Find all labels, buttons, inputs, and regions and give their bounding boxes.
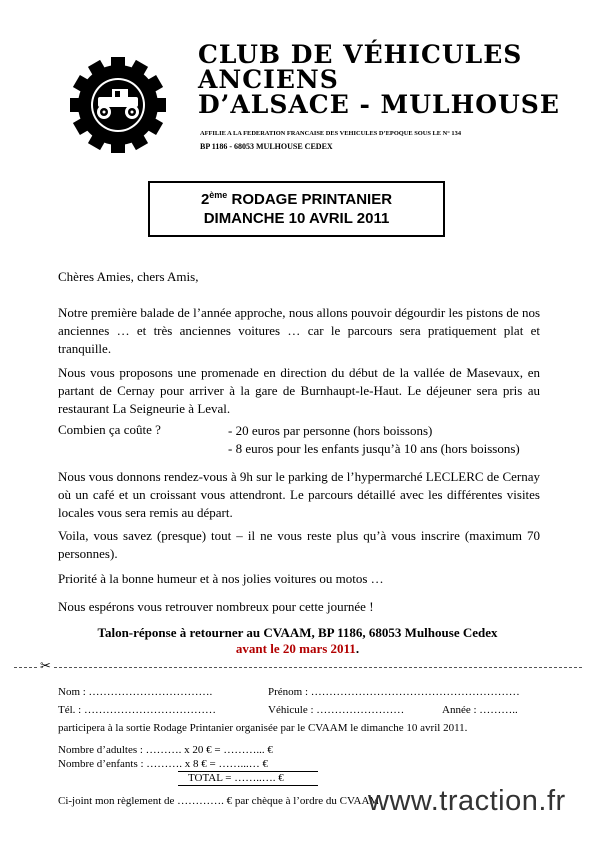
club-title-line-2: ANCIENS — [198, 65, 339, 94]
federation-line: AFFILIE A LA FEDERATION FRANCAISE DES VEHICULES D’EPOQUE SOUS LE N° 134 — [200, 130, 462, 137]
paragraph-2: Nous vous proposons une promenade en direction du début de la vallée de Masevaux, en partant de Cernay pour arriver à la gare de Burnhaupt-le-Haut. Le déjeuner sera pris au restaurant La Seigneurie à Leval. — [58, 365, 540, 416]
annee-field[interactable]: Année : ……….. — [442, 704, 518, 716]
cut-line — [14, 667, 582, 668]
price-label: Combien ça coûte ? — [58, 422, 161, 437]
event-title-box — [148, 181, 445, 237]
reglement-field[interactable]: Ci-joint mon règlement de …………. € par chèque à l’ordre du CVAAM — [58, 795, 380, 807]
tel-field[interactable]: Tél. : ……………………………… — [58, 704, 216, 716]
event-date: DIMANCHE 10 AVRIL 2011 — [203, 210, 390, 227]
paragraph-6: Nous espérons vous retrouver nombreux pour cette journée ! — [58, 599, 374, 614]
adultes-field[interactable]: Nombre d’adultes : ………. x 20 € = ………... € — [58, 744, 273, 756]
talon-deadline: avant le 20 mars 2011. — [235, 641, 360, 656]
total-rule-bottom — [178, 785, 318, 786]
club-logo-icon — [68, 55, 168, 155]
club-logo — [68, 55, 168, 155]
watermark-text: www.traction.fr — [368, 785, 566, 817]
ordinal-suffix: ème — [209, 190, 228, 200]
greeting: Chères Amies, chers Amis, — [58, 269, 199, 284]
price-adult: - 20 euros par personne (hors boissons) — [228, 423, 433, 438]
paragraph-1: Notre première balade de l’année approche, nous allons pouvoir dégourdir les pistons de nos anciennes … et très anciennes voitures … car le parcours sera pratiquement plat et tranquille. — [58, 305, 540, 356]
price-list — [228, 422, 520, 458]
nom-field[interactable]: Nom : ……………………………. — [58, 686, 213, 698]
vehicule-field[interactable]: Véhicule : …………………… — [268, 704, 405, 716]
club-title-line-3: D’ALSACE - MULHOUSE — [198, 90, 560, 119]
club-title-line-1: CLUB DE VÉHICULES — [198, 40, 523, 69]
event-name: 2ème RODAGE PRINTANIER — [200, 190, 393, 208]
total-field[interactable]: TOTAL = ……..…. € — [188, 772, 284, 784]
paragraph-3: Nous vous donnons rendez-vous à 9h sur le parking de l’hypermarché LECLERC de Cernay où un café et un croissant vous attendront. Le parcours détaillé avec les différentes visites locales vous sera remis au départ. — [58, 469, 540, 520]
paragraph-5: Priorité à la bonne humeur et à nos jolies voitures ou motos … — [58, 571, 384, 586]
participation-text: participera à la sortie Rodage Printanier organisée par le CVAAM le dimanche 10 avril 2011. — [58, 722, 468, 734]
talon-address: Talon-réponse à retourner au CVAAM, BP 1186, 68053 Mulhouse Cedex — [97, 625, 498, 640]
address-line: BP 1186 - 68053 MULHOUSE CEDEX — [200, 142, 333, 151]
enfants-field[interactable]: Nombre d’enfants : ………. x 8 € = ……...… € — [58, 758, 268, 770]
talon-heading — [0, 625, 595, 657]
paragraph-4: Voila, vous savez (presque) tout – il ne vous reste plus qu’à vous inscrire (maximum 70 personnes). — [58, 528, 540, 561]
prenom-field[interactable]: Prénom : ………………………………………………… — [268, 686, 520, 698]
price-child: - 8 euros pour les enfants jusqu’à 10 ans (hors boissons) — [228, 441, 520, 456]
club-title — [198, 42, 558, 117]
scissors-icon: ✂ — [40, 659, 51, 674]
